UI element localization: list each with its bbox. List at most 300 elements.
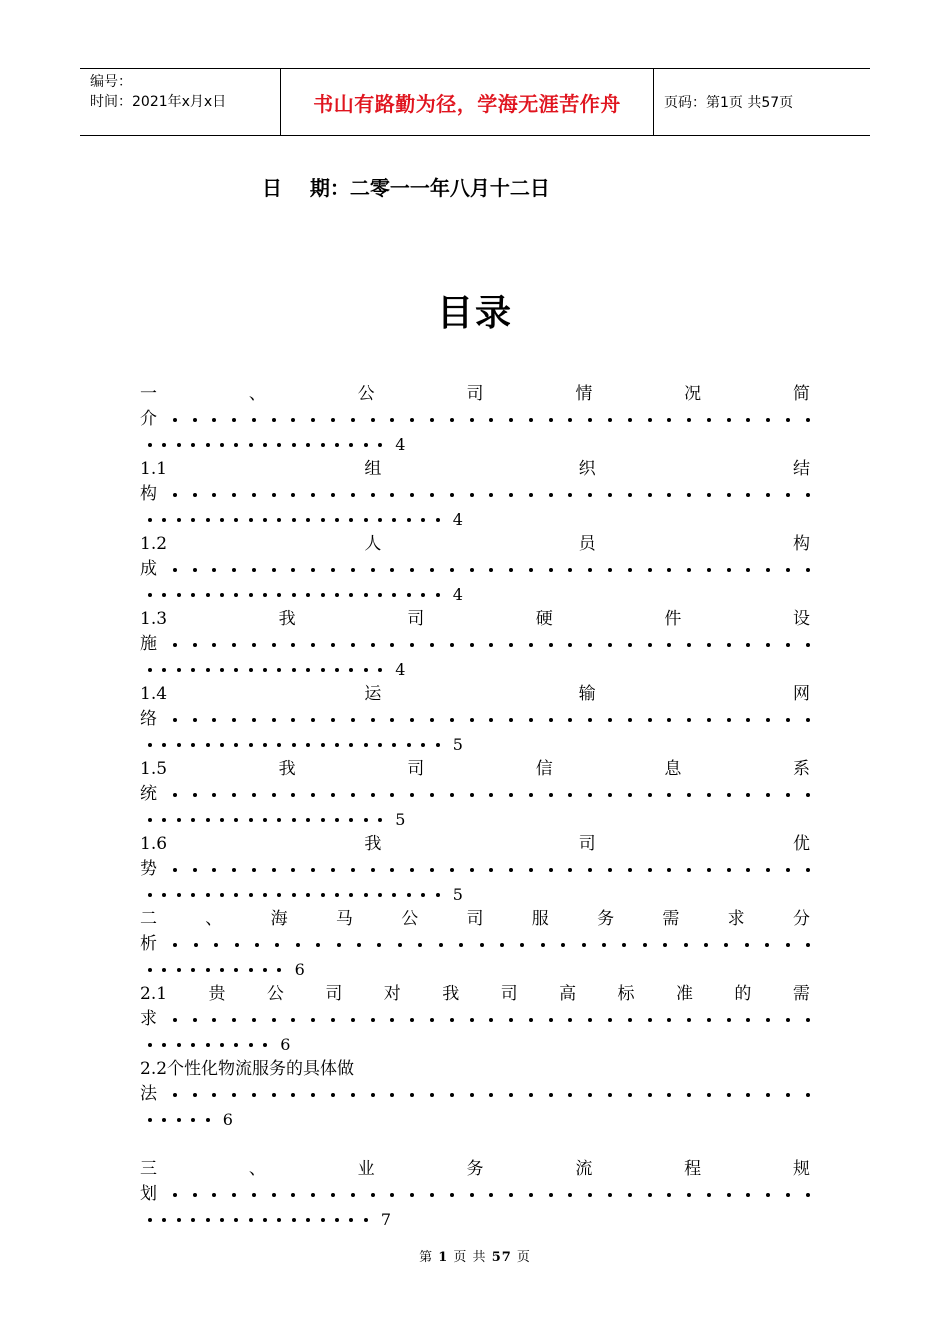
leader-dot [214,943,218,947]
leader-dot [407,743,411,747]
leader-dot [232,418,236,422]
leader-dot [212,1018,216,1022]
leader-dot [249,593,253,597]
leader-dot [162,518,166,522]
leader-dot [648,868,652,872]
leader-dot [707,1193,711,1197]
leader-dot [390,568,394,572]
leader-dot [588,643,592,647]
toc-heading-tail: 析 [140,934,157,954]
leader-dot [371,568,375,572]
leader-dot [252,868,256,872]
leader-dot [212,868,216,872]
leader-dot [746,1093,750,1097]
leader-dot [765,943,769,947]
leader-dot [291,568,295,572]
leader-dot [500,943,504,947]
leader-dot [252,643,256,647]
leader-dot [766,1093,770,1097]
toc-heading-tail: 求 [140,1009,157,1029]
leader-dot [331,418,335,422]
leader-dot [421,518,425,522]
leader-dot [436,518,440,522]
leader-dot [648,793,652,797]
toc-entry[interactable] [140,757,810,832]
toc-heading-part: 标 [617,984,635,1004]
leader-dot [277,518,281,522]
leader-dot [608,643,612,647]
leader-dot [687,643,691,647]
leader-dot [193,418,197,422]
toc-entry-leader-line [140,932,810,957]
toc-entry[interactable] [140,1057,810,1132]
leader-dot [529,493,533,497]
leader-dot [430,418,434,422]
toc-heading-tail: 法 [140,1084,157,1104]
leader-dot [421,743,425,747]
leader-dot [707,493,711,497]
leader-dot [549,493,553,497]
leader-dot [206,1218,210,1222]
leader-dot [292,518,296,522]
leader-dot [648,493,652,497]
leader-dot [707,793,711,797]
leader-dot [663,943,667,947]
leader-dot [263,743,267,747]
leader-dot [321,743,325,747]
leader-dot [450,493,454,497]
toc-entry-page-line [140,432,810,457]
leader-dot [421,893,425,897]
leader-dot [291,493,295,497]
toc-entry-heading [140,607,810,632]
leader-dot [470,1193,474,1197]
toc-heading-part: 二 [140,909,157,929]
toc-heading-part: 我 [278,759,296,779]
leader-dot [277,893,281,897]
leader-dot [766,1018,770,1022]
leader-dot [249,818,253,822]
leader-dot [306,593,310,597]
leader-dot [206,1043,210,1047]
leader-dot [489,793,493,797]
leader-dot [220,1218,224,1222]
leader-dot [766,643,770,647]
leader-dot [470,568,474,572]
leader-dot [351,568,355,572]
leader-dot [430,1193,434,1197]
toc-entry[interactable] [140,1157,810,1232]
toc-heading-part: 我 [364,834,382,854]
leader-dot [430,718,434,722]
toc-entry[interactable] [140,982,810,1057]
time-label: 时间：2021年x月x日 [90,94,227,110]
toc-heading-part: 、 [248,1159,266,1179]
leader-dot [745,943,749,947]
leader-dot [177,593,181,597]
leader-dot [410,418,414,422]
leader-dot [450,793,454,797]
leader-dot [371,1193,375,1197]
leader-dot [568,1193,572,1197]
leader-dot [588,418,592,422]
leader-dot [173,493,177,497]
leader-dot [509,643,513,647]
leader-dot [252,1193,256,1197]
leader-dot [234,818,238,822]
toc-entry[interactable] [140,832,810,907]
toc-entry[interactable] [140,382,810,457]
leader-dot [489,493,493,497]
leader-dot [529,568,533,572]
leader-dot [667,493,671,497]
toc-entry[interactable] [140,682,810,757]
leader-dot [212,493,216,497]
leader-dot [628,868,632,872]
leader-dot [220,818,224,822]
toc-heading-part: 求 [727,909,745,929]
leader-dot [588,868,592,872]
toc-entry-page-line [140,807,810,832]
leader-dot [430,1093,434,1097]
leader-dot [436,893,440,897]
leader-dot [786,418,790,422]
leader-dot [272,1093,276,1097]
leader-dot [450,718,454,722]
leader-dot [364,1218,368,1222]
toc-entry-leader-line [140,632,810,657]
leader-dot [206,818,210,822]
leader-dot [568,793,572,797]
leader-dot [212,418,216,422]
leader-dot [212,643,216,647]
leader-dot [766,868,770,872]
leader-dot [212,718,216,722]
leader-dot [173,793,177,797]
leader-dot [191,668,195,672]
toc-entry-leader-line [140,782,810,807]
toc-entry-page-line [140,957,810,982]
toc-heading-part: 司 [407,609,425,629]
leader-dot [439,943,443,947]
toc-heading-part: 结 [792,459,810,479]
leader-dot [173,568,177,572]
leader-dot [148,893,152,897]
leader-dot [148,668,152,672]
toc-heading-tail: 络 [140,709,157,729]
toc-heading-part: 1.4 [140,684,168,704]
leader-dot [364,668,368,672]
leader-dot [351,643,355,647]
leader-dot [234,1218,238,1222]
leader-dot [470,718,474,722]
leader-dot [684,943,688,947]
leader-dot [291,1018,295,1022]
leader-dot [371,868,375,872]
toc-entry-page-line [140,882,810,907]
leader-dot [173,643,177,647]
leader-dot [608,793,612,797]
leader-dot [371,643,375,647]
leader-dot [292,893,296,897]
toc-entry-page-line [140,507,810,532]
toc-entry[interactable] [140,907,810,982]
leader-dot [291,418,295,422]
toc-entry[interactable] [140,457,810,532]
leader-dot [667,418,671,422]
toc-entry-heading [140,1057,810,1082]
leader-dot [470,643,474,647]
motto-text: 书山有路勤为径，学海无涯苦作舟 [313,91,621,116]
leader-dot [177,818,181,822]
footer-prefix: 第 [419,1250,434,1265]
leader-dot [292,1218,296,1222]
leader-dot [549,868,553,872]
toc-heading-part: 需 [792,984,810,1004]
toc-heading-part: 1.1 [140,459,168,479]
leader-dot [220,518,224,522]
toc-heading-part: 1.6 [140,834,168,854]
toc-entry[interactable] [140,607,810,682]
toc-heading-part: 司 [407,759,425,779]
leader-dot [177,1118,181,1122]
leader-dot [436,593,440,597]
toc-page-number: 7 [380,1210,391,1229]
leader-dot [193,793,197,797]
leader-dot [234,518,238,522]
leader-dot [628,1093,632,1097]
footer-page-number: 1 [438,1250,449,1265]
leader-dot [430,643,434,647]
toc-heading-part: 业 [357,1159,375,1179]
toc-heading-tail: 成 [140,559,157,579]
leader-dot [263,893,267,897]
leader-dot [390,793,394,797]
leader-dot [212,568,216,572]
leader-dot [746,643,750,647]
leader-dot [421,593,425,597]
leader-dot [263,818,267,822]
leader-dot [272,568,276,572]
leader-dot [628,643,632,647]
toc-heading-part: 构 [792,534,810,554]
toc-heading-part: 设 [792,609,810,629]
leader-dot [390,493,394,497]
leader-dot [364,593,368,597]
leader-dot [648,1018,652,1022]
leader-dot [191,818,195,822]
leader-dot [746,493,750,497]
leader-dot [687,418,691,422]
leader-dot [311,493,315,497]
leader-dot [232,643,236,647]
leader-dot [371,493,375,497]
leader-dot [234,893,238,897]
leader-dot [162,593,166,597]
leader-dot [162,443,166,447]
leader-dot [707,418,711,422]
leader-dot [588,793,592,797]
leader-dot [249,1043,253,1047]
leader-dot [378,518,382,522]
leader-dot [275,943,279,947]
leader-dot [489,718,493,722]
leader-dot [648,718,652,722]
leader-dot [727,718,731,722]
leader-dot [351,418,355,422]
toc-heading-part: 高 [559,984,577,1004]
leader-dot [351,1193,355,1197]
toc-heading-part: 件 [664,609,682,629]
leader-dot [349,893,353,897]
leader-dot [173,868,177,872]
leader-dot [549,568,553,572]
leader-dot [234,593,238,597]
leader-dot [177,1218,181,1222]
toc-heading-part: 况 [684,384,702,404]
leader-dot [311,1018,315,1022]
leader-dot [212,1193,216,1197]
leader-dot [667,1193,671,1197]
leader-dot [291,1093,295,1097]
leader-dot [331,718,335,722]
leader-dot [311,568,315,572]
leader-dot [173,418,177,422]
toc-heading-part: 程 [684,1159,702,1179]
leader-dot [331,793,335,797]
leader-dot [509,1018,513,1022]
leader-dot [806,793,810,797]
leader-dot [608,418,612,422]
leader-dot [277,818,281,822]
leader-dot [450,418,454,422]
leader-dot [806,1093,810,1097]
leader-dot [162,668,166,672]
leader-dot [549,718,553,722]
leader-dot [786,493,790,497]
leader-dot [349,1218,353,1222]
leader-dot [232,718,236,722]
leader-dot [349,593,353,597]
leader-dot [806,718,810,722]
leader-dot [234,443,238,447]
leader-dot [746,1193,750,1197]
leader-dot [377,943,381,947]
leader-dot [509,1193,513,1197]
toc-entry-heading [140,682,810,707]
leader-dot [568,718,572,722]
leader-dot [349,443,353,447]
leader-dot [173,943,177,947]
leader-dot [291,793,295,797]
leader-dot [255,943,259,947]
leader-dot [549,643,553,647]
leader-dot [249,968,253,972]
leader-dot [252,793,256,797]
leader-dot [173,1093,177,1097]
toc-heading-part: 司 [466,384,484,404]
leader-dot [667,568,671,572]
leader-dot [272,493,276,497]
leader-dot [232,1018,236,1022]
leader-dot [410,868,414,872]
toc-heading-part: 、 [248,384,266,404]
leader-dot [321,893,325,897]
leader-dot [249,1218,253,1222]
leader-dot [509,418,513,422]
leader-dot [509,1093,513,1097]
leader-dot [687,568,691,572]
toc-entry[interactable] [140,532,810,607]
leader-dot [727,868,731,872]
leader-dot [746,418,750,422]
toc-heading-part: 运 [364,684,382,704]
toc-heading-part: 系 [792,759,810,779]
leader-dot [489,1018,493,1022]
leader-dot [335,1218,339,1222]
leader-dot [206,593,210,597]
leader-dot [263,443,267,447]
leader-dot [766,568,770,572]
toc-heading-part: 员 [578,534,596,554]
leader-dot [724,943,728,947]
leader-dot [292,668,296,672]
leader-dot [588,1193,592,1197]
leader-dot [628,1018,632,1022]
leader-dot [549,793,553,797]
header-motto-cell [281,69,654,135]
leader-dot [608,718,612,722]
leader-dot [148,1043,152,1047]
leader-dot [378,743,382,747]
leader-dot [177,518,181,522]
leader-dot [806,868,810,872]
toc-heading-part: 司 [500,984,518,1004]
toc-entry-heading [140,532,810,557]
leader-dot [371,1093,375,1097]
leader-dot [311,418,315,422]
leader-dot [450,643,454,647]
leader-dot [786,943,790,947]
toc-entry-page-line [140,582,810,607]
leader-dot [806,943,810,947]
leader-dot [277,968,281,972]
toc-heading-tail: 统 [140,784,157,804]
leader-dot [766,418,770,422]
leader-dot [470,868,474,872]
toc-heading-part: 准 [675,984,693,1004]
leader-dot [529,1193,533,1197]
leader-dot [541,943,545,947]
leader-dot [272,418,276,422]
leader-dot [687,793,691,797]
leader-dot [470,493,474,497]
leader-dot [292,743,296,747]
leader-dot [707,868,711,872]
leader-dot [378,893,382,897]
toc-entry-page-line [140,1107,810,1132]
leader-dot [212,793,216,797]
leader-dot [430,793,434,797]
leader-dot [667,1093,671,1097]
leader-dot [786,1018,790,1022]
toc-heading-part: 优 [792,834,810,854]
toc-heading-part: 息 [664,759,682,779]
leader-dot [263,593,267,597]
leader-dot [450,568,454,572]
leader-dot [766,793,770,797]
leader-dot [489,1193,493,1197]
